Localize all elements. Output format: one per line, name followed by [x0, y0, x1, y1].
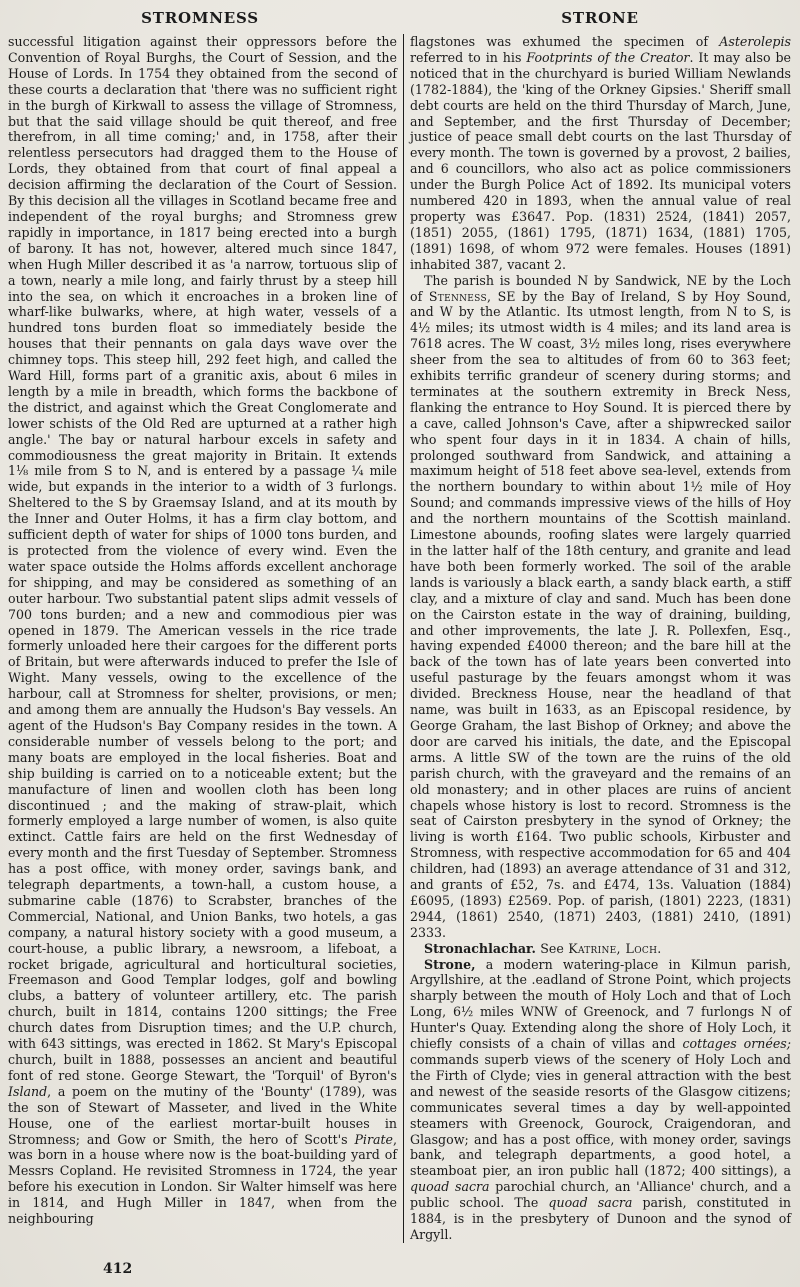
text-run: . [657, 940, 662, 956]
page-number: 412 [103, 1261, 133, 1277]
text-run: Island [8, 1083, 48, 1099]
text-run: referred to in his [410, 49, 527, 65]
text-run: parochial church, an 'Alliance' church, and a public school. The [410, 1179, 792, 1211]
text-run: commands superb views of the scenery of Holy Loch and the Firth of Clyde; vies in general attraction with the best and newest of the seaside resorts of the Glasgow citizens; communicates several times a day by well-appointed steamers with Greenock, Gourock, Craigendoran, and Glasgow; and has a post office, with money order, savings bank, and telegraph departments, a good hotel, a steamboat pier, an iron public hall (1872; 400 sittings), a [410, 1052, 791, 1179]
running-head-right: STRONE [561, 9, 639, 27]
text-run: successful litigation against their oppressors before the Convention of Royal Burghs, the Court of Session, and the House of Lords. In 1754 they obtained from the second of these courts a declaration that 'there was no sufficient right in the burgh of Kirkwall to assess the village of Stromness, but that the said village should be quit thereof, and free therefrom, in all time coming;' and, in 1758, after their relentless persecutors had dragged them to the House of Lords, they obtained from that court of final appeal a decision affirming the declaration of the Court of Session. By this decision all the villages in Scotland became free and independent of the royal burghs; and Stromness grew rapidly in importance, in 1817 being erected into a burgh of barony. It has not, however, altered much since 1847, when Hugh Miller described it as 'a narrow, tortuous slip of a town, nearly a mile long, and fairly thrust by a steep hill into the sea, on which it encroaches in a broken line of wharf-like bulwarks, where, at high water, vessels of a hundred tons burden float so immediately beside the houses that their pennants on gala days wave over the chimney tops. This steep hill, 292 feet high, and called the Ward Hill, forms part of a granitic axis, about 6 miles in length by a mile in breadth, which forms the backbone of the district, and against which the Great Conglomerate and lower schists of the Old Red are upturned at a rather high angle.' The bay or natural harbour excels in safety and commodiousness the great majority in Britain. It extends 1⅛ mile from S to N, and is entered by a passage ¼ mile wide, but expands in the interior to a width of 3 furlongs. Sheltered to the S by Graemsay Island, and at its mouth by the Inner and Outer Holms, it has a firm clay bottom, and sufficient depth of water for ships of 1000 tons burden, and is protected from the violence of every wind. Even the water space outside the Holms affords excellent anchorage for shipping, and may be considered as something of an outer harbour. Two substantial patent slips admit vessels of 700 tons burden; and a new and commodious pier was opened in 1879. The American vessels in the rice trade formerly unloaded here their cargoes for the different ports of Britain, but were afterwards induced to prefer the Isle of Wight. Many vessels, owing to the excellence of the harbour, call at Stromness for shelter, provisions, or men; and among them are annually the Hudson's Bay vessels. An agent of the Hudson's Bay Company resides in the town. A considerable number of vessels belong to the port; and many boats are employed in the local fisheries. Boat and ship building is carried on to a noticeable extent; but the manufacture of linen and woollen cloth has been long discontinued ; and the making of straw-plait, which formerly employed a large number of women, is also quite extinct. Cattle fairs are held on the first Wednesday of every month and the first Tuesday of September. Stromness has a post office, with money order, savings bank, and telegraph departments, a town-hall, a custom house, a submarine cable (1876) to Scrabster, branches of the Commercial, National, and Union Banks, two hotels, a gas company, a natural history society with a good museum, a court-house, a public library, a newsroom, a lifeboat, a rocket brigade, agricultural and horticultural societies, Freemason and Good Templar lodges, golf and bowling clubs, a battery of volunteer artillery, etc. The parish church, built in 1814, contains 1200 sittings; the Free church dates from Disruption times; and the U.P. church, with 643 sittings, was erected in 1862. St Mary's Episcopal church, built in 1888, possesses an ancient and beautiful font of red stone. George Stewart, the 'Torquil' of Byron's [8, 34, 397, 1083]
text-run: , a poem on the mutiny of the 'Bounty' (1789), was the son of Stewart of Masseter, and lived in the White House, one of the earliest mortar-built houses in Stromness; and Gow or Smith, the hero of Scott's [8, 1083, 397, 1147]
paragraph [410, 957, 791, 1243]
text-run: a modern watering-place in Kilmun parish, Argyllshire, at the .eadland of Strone Point, which projects sharply between the mouth of Holy Loch and that of Loch Long, 6½ miles WNW of Greenock, and 7 furlongs N of Hunter's Quay. Extending along the shore of Holy Loch, it chiefly consists of a chain of villas and [410, 956, 791, 1052]
text-run: The parish is bounded N by Sandwick, NE by the Loch of [410, 272, 791, 304]
paragraph [410, 273, 791, 941]
text-run: Strone, [424, 956, 476, 972]
text-columns [0, 34, 800, 1243]
text-run: Stronachlachar. [424, 940, 536, 956]
text-run: Stenness [428, 288, 487, 304]
text-run: Asterolepis [719, 34, 791, 49]
running-heads [0, 0, 800, 27]
column-divider-rule [403, 34, 404, 1243]
right-column-text [410, 34, 791, 1243]
text-run: Katrine, Loch [568, 940, 658, 956]
text-run: flagstones was exhumed the specimen of [410, 34, 720, 49]
text-run: cottages ornées; [682, 1036, 791, 1052]
paragraph [8, 34, 397, 1227]
text-run: . It may also be noticed that in the churchyard is buried William Newlands (1782-1884), the 'king of the Orkney Gipsies.' Sheriff small debt courts are held on the third Thursday of March, June, and September, and the first Thursday of December; justice of peace small debt courts on the last Thursday of every month. The town is governed by a provost, 2 bailies, and 6 councillors, who also act as police commissioners under the Burgh Police Act of 1892. Its municipal voters numbered 420 in 1893, when the annual value of real property was £3647. Pop. (1831) 2524, (1841) 2057, (1851) 2055, (1861) 1795, (1871) 1634, (1881) 1705, (1891) 1698, of whom 972 were females. Houses (1891) inhabited 387, vacant 2. [410, 49, 792, 272]
text-run: See [535, 940, 569, 956]
text-run: quoad sacra [548, 1195, 633, 1211]
text-run: , was born in a house where now is the boat-building yard of Messrs Copland. He revisited Stromness in 1724, the year before his execution in London. Sir Walter himself was here in 1814, and Hugh Miller in 1847, when from the neighbouring [8, 1131, 397, 1227]
paragraph [410, 34, 791, 273]
left-column-text [8, 34, 397, 1243]
text-run: quoad sacra [410, 1179, 490, 1195]
text-run: parish, constituted in 1884, is in the presbytery of Dunoon and the synod of Argyll. [410, 1195, 791, 1242]
text-run: , SE by the Bay of Ireland, S by Hoy Sound, and W by the Atlantic. Its utmost length, from N to S, is 4½ miles; its utmost width is 4 miles; and its land area is 7618 acres. The W coast, 3½ miles long, rises everywhere sheer from the sea to altitudes of from 60 to 363 feet; exhibits terrific grandeur of scenery during storms; and terminates at the southern extremity in Breck Ness, flanking the entrance to Hoy Sound. It is pierced there by a cave, called Johnson's Cave, after a shipwrecked sailor who spent four days in it in 1834. A chain of hills, prolonged southward from Sandwick, and attaining a maximum height of 518 feet above sea-level, extends from the northern boundary to within about 1½ mile of Hoy Sound; and commands impressive views of the hills of Hoy and the northern mountains of the Scottish mainland. Limestone abounds, roofing slates were largely quarried in the latter half of the 18th century, and granite and lead have both been formerly worked. The soil of the arable lands is variously a black earth, a sandy black earth, a stiff clay, and a mixture of clay and sand. Much has been done on the Cairston estate in the way of draining, building, and other improvements, the late J. R. Pollexfen, Esq., having expended £4000 thereon; and the bare hill at the back of the town has of late years been converted into useful pasturage by the feuars amongst whom it was divided. Breckness House, near the headland of that name, was built in 1633, as an Episcopal residence, by George Graham, the last Bishop of Orkney; and above the door are carved his initials, the date, and the Episcopal arms. A little SW of the town are the ruins of the old parish church, with the graveyard and the remains of an old monastery; and in other places are ruins of ancient chapels whose history is lost to record. Stromness is the seat of Cairston presbytery in the synod of Orkney; the living is worth £164. Two public schools, Kirbuster and Stromness, with respective accommodation for 65 and 404 children, had (1893) an average attendance of 31 and 312, and grants of £52, 7s. and £474, 13s. Valuation (1884) £6095, (1893) £2569. Pop. of parish, (1801) 2223, (1831) 2944, (1861) 2540, (1871) 2403, (1881) 2410, (1891) 2333. [410, 288, 791, 940]
text-run: Footprints of the Creator [526, 49, 690, 65]
running-head-left: STROMNESS [141, 9, 259, 27]
text-run: Pirate [354, 1131, 393, 1147]
paragraph [410, 941, 791, 957]
